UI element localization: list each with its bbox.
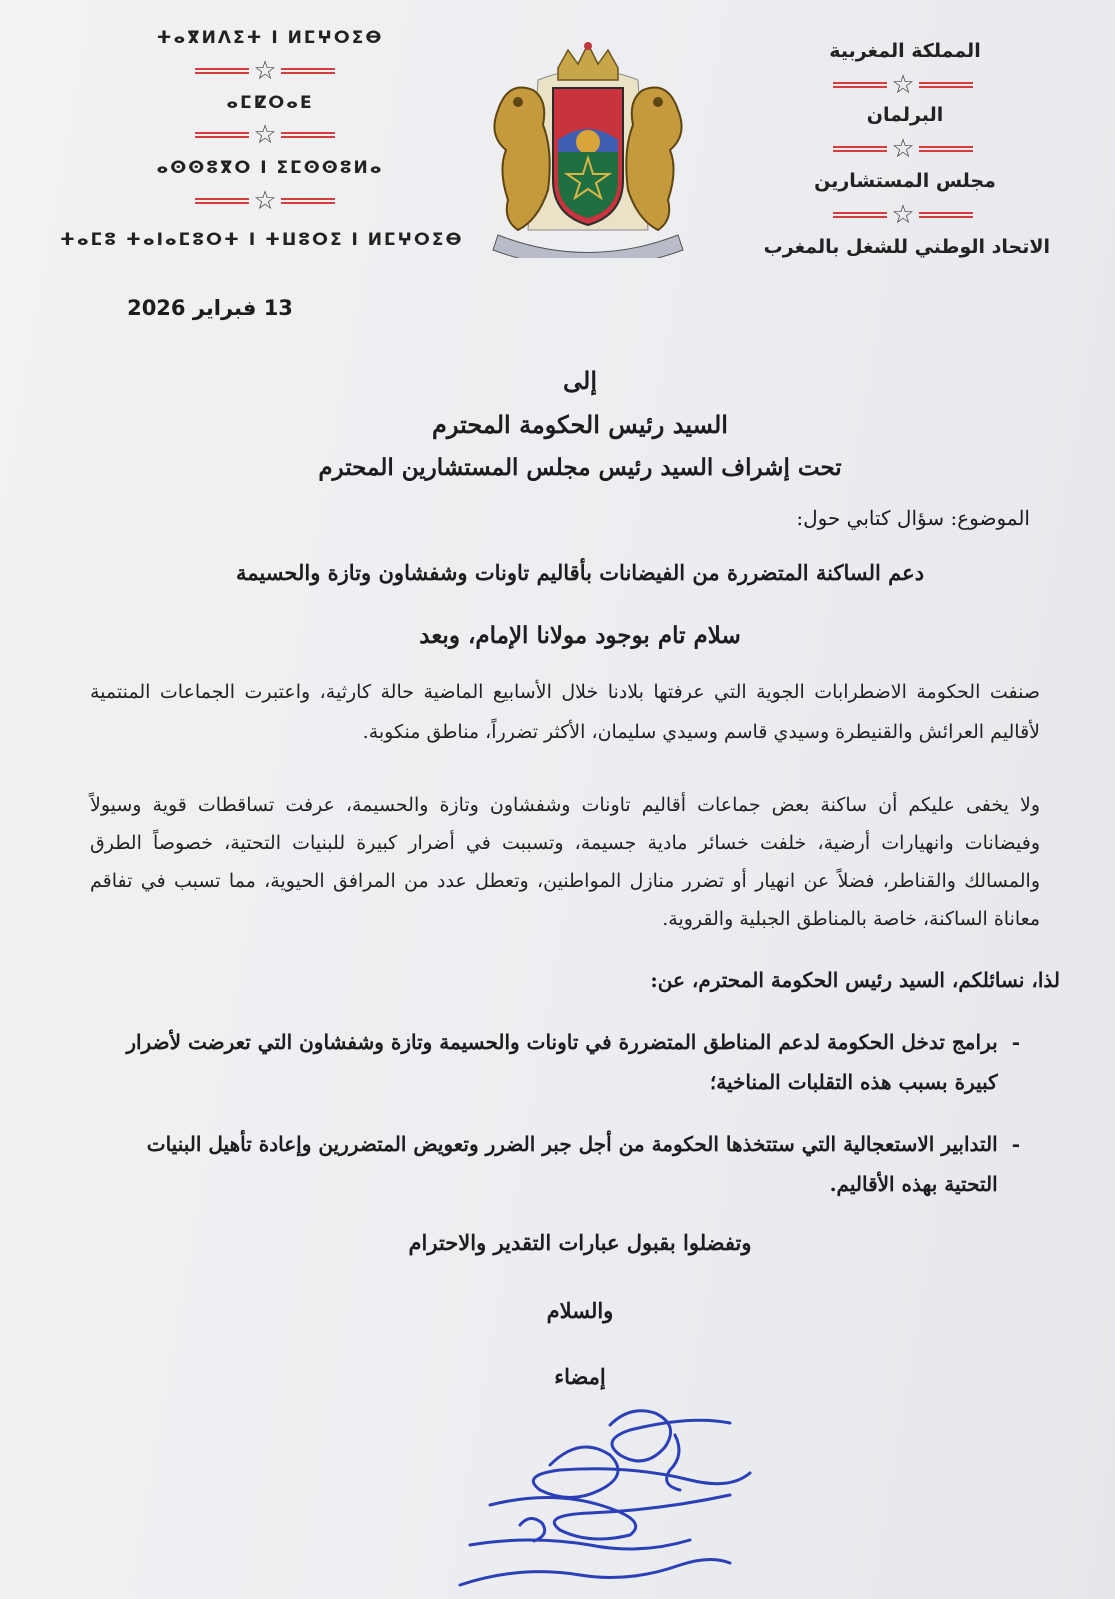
separator: ☆ [190, 58, 340, 84]
paragraph-1: صنفت الحكومة الاضطرابات الجوية التي عرفتها بلادنا خلال الأسابيع الماضية حالة كارثية، واعتبرت الجماعات المنتمية لأقاليم العرائش والقنيطرة وسيدي قاسم وسيدي سليمان، الأكثر تضرراً، مناطق منكوبة. [90, 681, 1040, 743]
handwritten-signature [430, 1395, 790, 1599]
closing-phrase: وتفضلوا بقبول عبارات التقدير والاحترام [408, 1230, 752, 1255]
recipient-title: السيد رئيس الحكومة المحترم [432, 410, 728, 439]
subject-title: دعم الساكنة المتضررة من الفيضانات بأقاليم تاونات وشفشاون وتازة والحسيمة [235, 560, 925, 585]
header-kingdom: المملكة المغربية [829, 40, 981, 62]
coat-of-arms-emblem [478, 40, 698, 258]
bullet-dash: - [1011, 1132, 1020, 1156]
letter-date: 13 فبراير 2026 [127, 296, 293, 320]
separator: ☆ [828, 202, 978, 228]
question-intro: لذا، نسائلكم، السيد رئيس الحكومة المحترم، عن: [650, 968, 1060, 992]
header-union: الاتحاد الوطني للشغل بالمغرب [763, 236, 1050, 258]
question-item [100, 1124, 1020, 1204]
question-item [100, 1022, 1020, 1102]
separator: ☆ [828, 72, 978, 98]
separator: ☆ [190, 188, 340, 214]
bullet-dash: - [1011, 1030, 1020, 1054]
subject-label: الموضوع: سؤال كتابي حول: [796, 506, 1030, 530]
recipient-supervision: تحت إشراف السيد رئيس مجلس المستشارين المحترم [318, 454, 842, 481]
recipient-to: إلى [563, 366, 597, 395]
paragraph-2: ولا يخفى عليكم أن ساكنة بعض جماعات أقاليم تاونات وشفشاون وتازة والحسيمة، عرفت تساقطات قوية وسيولاً وفيضانات وانهيارات أرضية، خلفت خسائر مادية جسيمة، وتسببت في أضرار كبيرة للبنيات التحتية، خصوصاً الطرق والمسالك والقناطر، فضلاً عن انهيار أو تضرر منازل المواطنين، وتعطل عدد من المرافق الحيوية، مما تسبب في تفاقم معاناة الساكنة، خاصة بالمناطق الجبلية والقروية. [90, 794, 1040, 930]
question-text: التدابير الاستعجالية التي ستتخذها الحكومة من أجل جبر الضرر وتعويض المتضررين وإعادة تأهيل البنيات التحتية بهذه الأقاليم. [146, 1132, 998, 1196]
salam: والسلام [546, 1298, 614, 1323]
separator: ☆ [828, 136, 978, 162]
tifinagh-council: ⴰⵙⵙⵓⴳⵔ ⵏ ⵉⵎⵙⵙⵓⵍⴰ [156, 158, 384, 178]
greeting: سلام تام بوجود مولانا الإمام، وبعد [419, 622, 741, 649]
separator: ☆ [190, 122, 340, 148]
tifinagh-union: ⵜⴰⵎⵓ ⵜⴰⵏⴰⵎⵓⵔⵜ ⵏ ⵜⵡⵓⵔⵉ ⵏ ⵍⵎⵖⵔⵉⴱ [60, 230, 464, 250]
header-council: مجلس المستشارين [814, 170, 996, 192]
question-text: برامج تدخل الحكومة لدعم المناطق المتضررة في تاونات والحسيمة وتازة وشفشاون التي تعرضت لأضرار كبيرة بسبب هذه التقلبات المناخية؛ [126, 1030, 998, 1094]
signature-label: إمضاء [554, 1364, 606, 1389]
header-parliament: البرلمان [866, 104, 944, 126]
tifinagh-country: ⵜⴰⴳⵍⴷⵉⵜ ⵏ ⵍⵎⵖⵔⵉⴱ [156, 28, 384, 48]
tifinagh-parliament: ⴰⵎⵇⵔⴰⴹ [226, 93, 314, 113]
